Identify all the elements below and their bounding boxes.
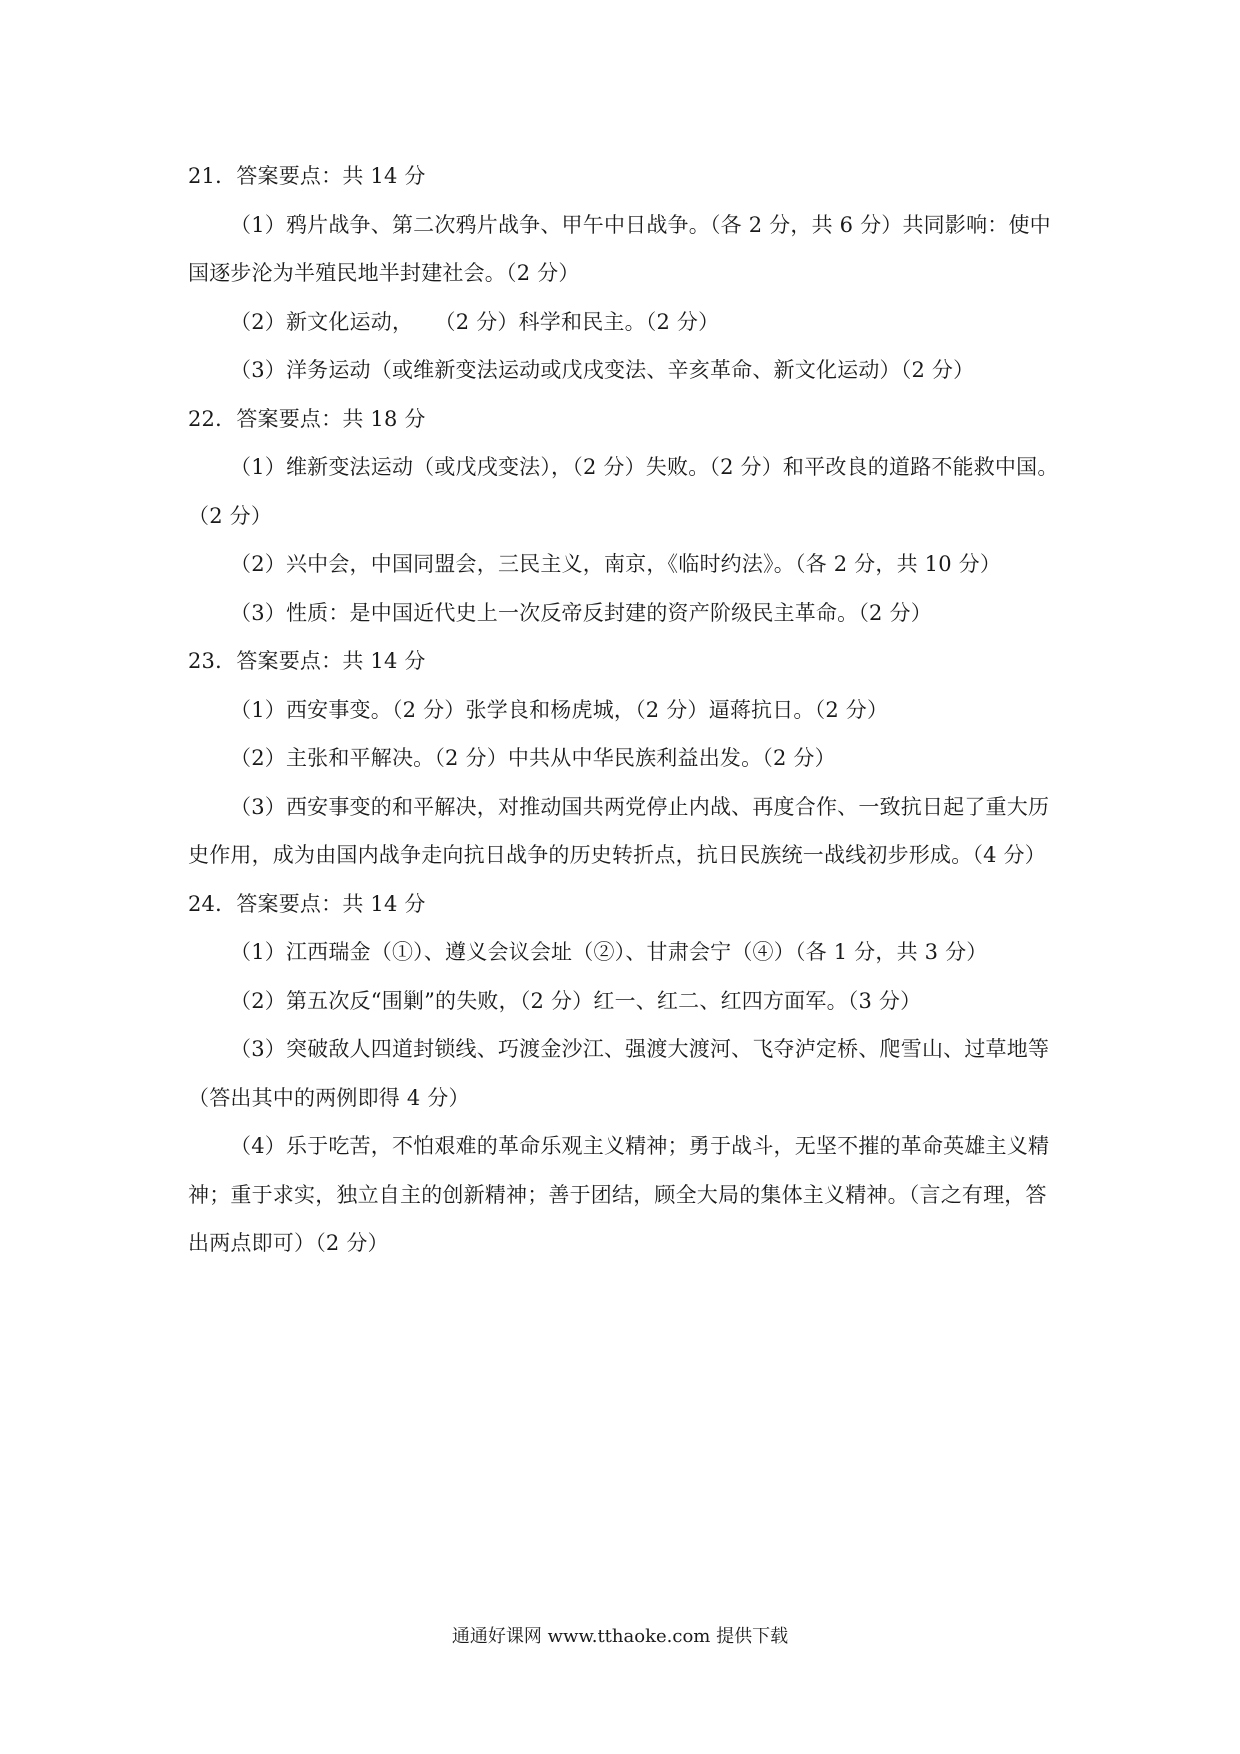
question-24-part-3: （3）突破敌人四道封锁线、巧渡金沙江、强渡大渡河、飞夺泸定桥、爬雪山、过草地等（答出其中的两例即得 4 分） [188,1037,1050,1110]
question-22-part-3: （3）性质：是中国近代史上一次反帝反封建的资产阶级民主革命。（2 分） [230,600,932,625]
question-23-header: 23．答案要点：共 14 分 [188,649,426,673]
page-footer: 通通好课网 www.tthaoke.com 提供下载 [451,1626,789,1647]
question-24-part-1: （1）江西瑞金（①）、遵义会议会址（②）、甘肃会宁（④）（各 1 分，共 3 分） [230,940,988,964]
question-23-part-1: （1）西安事变。（2 分）张学良和杨虎城，（2 分）逼蒋抗日。（2 分） [230,697,889,722]
question-23-part-3: （3）西安事变的和平解决，对推动国共两党停止内战、再度合作、一致抗日起了重大历史作用，成为由国内战争走向抗日战争的历史转折点，抗日民族统一战线初步形成。（4 分） [188,794,1050,867]
question-22-part-2: （2）兴中会，中国同盟会，三民主义，南京，《临时约法》。（各 2 分，共 10 分） [230,552,1002,576]
question-23-part-2: （2）主张和平解决。（2 分）中共从中华民族利益出发。（2 分） [230,746,836,770]
question-21-header: 21．答案要点：共 14 分 [188,164,426,188]
question-24-part-4: （4）乐于吃苦，不怕艰难的革命乐观主义精神；勇于战斗，无坚不摧的革命英雄主义精神；重于求实，独立自主的创新精神；善于团结，顾全大局的集体主义精神。（言之有理，答出两点即可）（2 分） [188,1134,1050,1255]
answer-content [188,152,1060,1268]
question-22-header: 22．答案要点：共 18 分 [188,406,426,431]
question-21-part-1: （1）鸦片战争、第二次鸦片战争、甲午中日战争。（各 2 分，共 6 分）共同影响：使中国逐步沦为半殖民地半封建社会。（2 分） [188,212,1051,285]
question-24-header: 24．答案要点：共 14 分 [188,891,426,916]
question-22-part-1: （1）维新变法运动（或戊戌变法），（2 分）失败。（2 分）和平改良的道路不能救中国。（2 分） [188,455,1059,528]
question-21-part-3: （3）洋务运动（或维新变法运动或戊戌变法、辛亥革命、新文化运动）（2 分） [230,358,975,382]
question-21-part-2: （2）新文化运动， （2 分）科学和民主。（2 分） [230,309,720,334]
question-24-part-2: （2）第五次反“围剿”的失败，（2 分）红一、红二、红四方面军。（3 分） [230,988,922,1013]
